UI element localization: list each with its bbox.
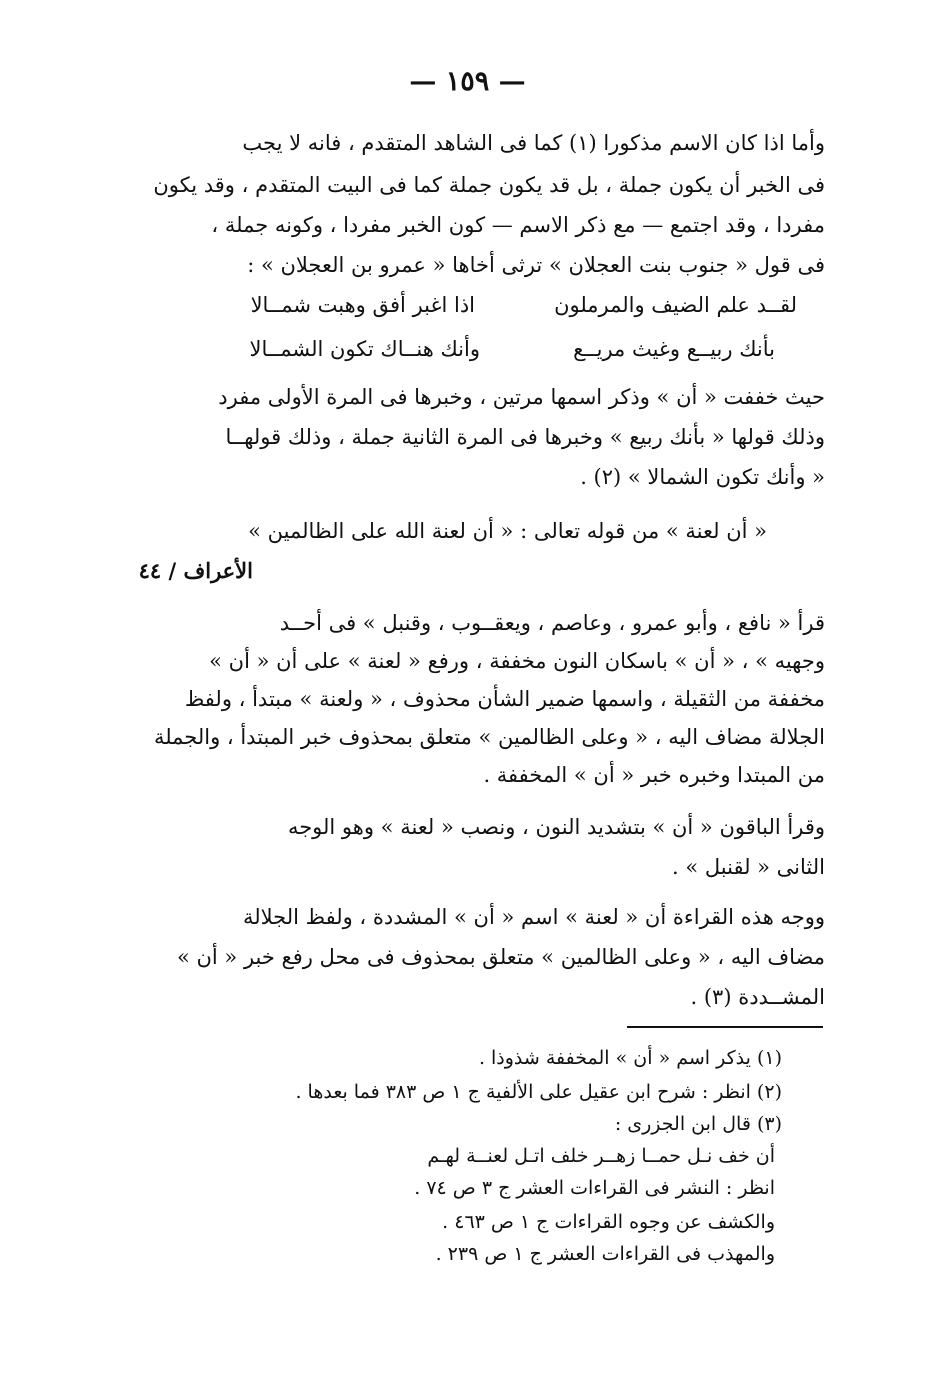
paragraph-line: وجهيه » ، « أن » باسكان النون مخففة ، ورفع « لعنة » على أن « أن » — [209, 649, 825, 673]
paragraph-line: ووجه هذه القراءة أن « لعنة » اسم « أن » المشددة ، ولفظ الجلالة — [242, 905, 825, 929]
footnote: والكشف عن وجوه القراءات ج ١ ص ٤٦٣ . — [442, 1211, 775, 1233]
quran-quote: « أن لعنة » من قوله تعالى : « أن لعنة الله على الظالمين » — [248, 519, 767, 543]
paragraph-line: مفردا ، وقد اجتمع — مع ذكر الاسم — كون الخبر مفردا ، وكونه جملة ، — [211, 213, 825, 237]
paragraph-line: وأما اذا كان الاسم مذكورا (١) كما فى الشاهد المتقدم ، فانه لا يجب — [242, 131, 825, 155]
paragraph-line: فى الخبر أن يكون جملة ، بل قد يكون جملة كما فى البيت المتقدم ، وقد يكون — [153, 173, 825, 197]
paragraph-line: مخففة من الثقيلة ، واسمها ضمير الشأن محذوف ، « ولعنة » مبتدأ ، ولفظ — [184, 687, 825, 711]
paragraph-line: « وأنك تكون الشمالا » (٢) . — [580, 465, 825, 489]
paragraph-line: مضاف اليه ، « وعلى الظالمين » متعلق بمحذوف فى محل رفع خبر « أن » — [176, 945, 825, 969]
paragraph-line: فى قول « جنوب بنت العجلان » ترثى أخاها « عمرو بن العجلان » : — [247, 253, 825, 277]
paragraph-line: قرأ « نافع ، وأبو عمرو ، وعاصم ، ويعقــوب ، وقنبل » فى أحــد — [279, 611, 825, 635]
footnote: والمهذب فى القراءات العشر ج ١ ص ٢٣٩ . — [435, 1243, 775, 1265]
footnote: (١) يذكر اسم « أن » المخففة شذوذا . — [478, 1047, 782, 1069]
page-number: — ١٥٩ — — [409, 66, 526, 97]
footnote: انظر : النشر فى القراءات العشر ج ٣ ص ٧٤ . — [414, 1177, 775, 1199]
footnote: (٣) قال ابن الجزرى : — [614, 1113, 782, 1135]
paragraph-line: حيث خففت « أن » وذكر اسمها مرتين ، وخبرها فى المرة الأولى مفرد — [218, 385, 825, 409]
footnote-verse: أن خف نـل حمــا زهــر خلف اتـل لعنــة لهـم — [427, 1145, 775, 1167]
paragraph-line: وذلك قولها « بأنك ربيع » وخبرها فى المرة الثانية جملة ، وذلك قولهــا — [225, 425, 825, 449]
paragraph-line: الثانى « لقنبل » . — [672, 855, 825, 879]
poem-verse-first-hemistich: بأنك ربيــع وغيث مريــع — [573, 337, 775, 361]
paragraph-line: المشــددة (٣) . — [690, 985, 825, 1009]
poem-verse-first-hemistich: لقــد علم الضيف والمرملون — [554, 293, 797, 317]
quran-reference: الأعراف / ٤٤ — [138, 558, 253, 583]
poem-verse-second-hemistich: اذا اغبر أفق وهبت شمــالا — [250, 293, 475, 317]
footnote-divider — [627, 1026, 823, 1028]
paragraph-line: من المبتدا وخبره خبر « أن » المخففة . — [483, 763, 825, 787]
paragraph-line: الجلالة مضاف اليه ، « وعلى الظالمين » متعلق بمحذوف خبر المبتدأ ، والجملة — [153, 725, 825, 749]
footnote: (٢) انظر : شرح ابن عقيل على الألفية ج ١ ص ٣٨٣ فما بعدها . — [295, 1081, 782, 1103]
paragraph-line: وقرأ الباقون « أن » بتشديد النون ، ونصب « لعنة » وهو الوجه — [287, 815, 825, 839]
poem-verse-second-hemistich: وأنك هنــاك تكون الشمــالا — [249, 337, 480, 361]
